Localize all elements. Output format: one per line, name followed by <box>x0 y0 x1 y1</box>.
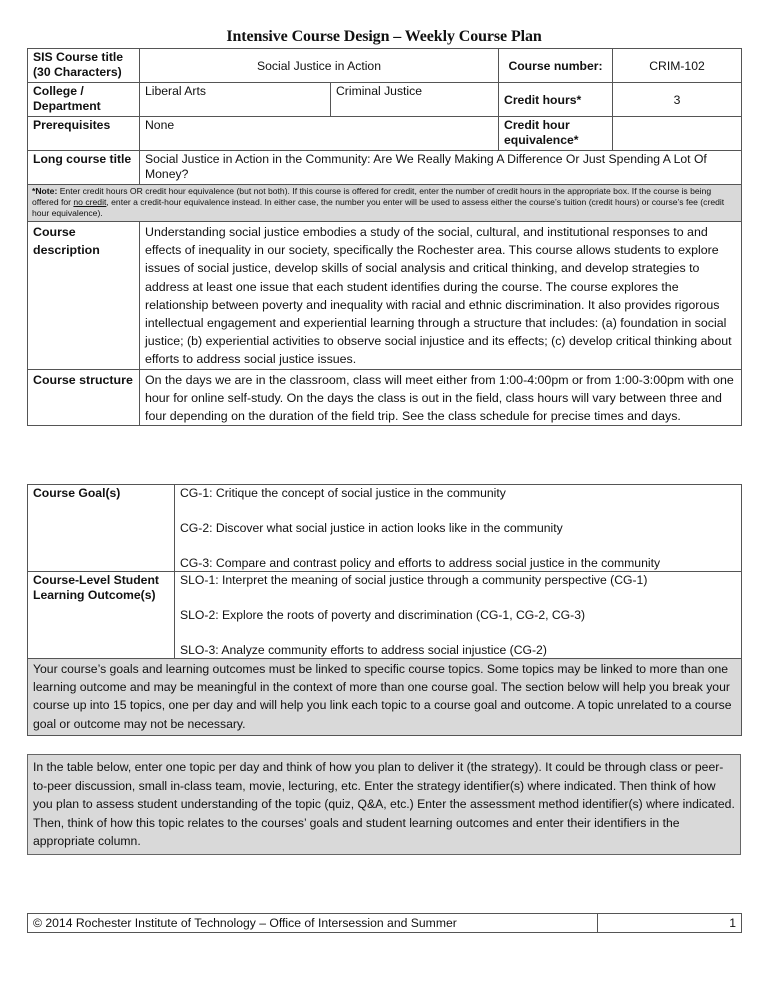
long-title-field[interactable]: Social Justice in Action in the Community: Are We Really Making A Difference Or Just Spending A Lot Of Money? <box>140 151 742 185</box>
slo-label: Course-Level Student Learning Outcome(s) <box>28 572 175 659</box>
department-field[interactable]: Criminal Justice <box>331 83 499 117</box>
description-field[interactable]: Understanding social justice embodies a study of the social, cultural, and institutional responses to and effects of inequality in our society, specifically the Rochester area. This course allows students to explore issues of social justice, develop skills of social analysis and critical thinking, and develop strategies to address at least one issue that each student identifies during the course. The course explores the relationship between poverty and inequality with racial and ethnic discrimination. It also provides rigorous intellectual engagement and experiential learning through a structure that includes: (a) foundation in social justice; (b) experiential activities to observe social injustice and its effects; (c) develop critical thinking about efforts to address social justice issues. <box>140 222 742 370</box>
slo-item: SLO-3: Analyze community efforts to address social injustice (CG-2) <box>180 643 547 657</box>
goal-item: CG-2: Discover what social justice in action looks like in the community <box>180 521 563 535</box>
credit-note <box>28 185 742 222</box>
slo-item: SLO-2: Explore the roots of poverty and discrimination (CG-1, CG-2, CG-3) <box>180 608 586 622</box>
course-goals-label: Course Goal(s) <box>28 485 175 572</box>
sis-title-field[interactable]: Social Justice in Action <box>140 49 499 83</box>
note-no-credit: no credit <box>73 197 107 207</box>
credit-hours-field[interactable]: 3 <box>613 83 742 117</box>
page-number: 1 <box>598 914 742 933</box>
course-goals-field[interactable] <box>175 485 742 572</box>
goal-item: CG-1: Critique the concept of social justice in the community <box>180 486 506 500</box>
course-number-field[interactable]: CRIM-102 <box>613 49 742 83</box>
note-label: *Note: <box>32 186 58 196</box>
link-note: Your course’s goals and learning outcomes must be linked to specific course topics. Some topics may be linked to more than one learning outcome and may be meaningful in the context of more than one course goal. The section below will help you break your course up into 15 topics, one per day and will help you link each topic to a course goal and outcome. A topic unrelated to a course goal or outcome may not be necessary. <box>28 659 742 736</box>
note-text-2: , enter a credit-hour equivalence instead. In either case, the number you enter will be used to assess either the course’s tuition (credit hours) or course’s fee (credit hour equivalence). <box>32 197 725 218</box>
credit-hours-label: Credit hours* <box>499 83 613 117</box>
course-info-table <box>27 48 742 426</box>
structure-label: Course structure <box>28 369 140 426</box>
prerequisites-field[interactable]: None <box>140 117 499 151</box>
goals-table <box>27 484 742 736</box>
goal-item: CG-3: Compare and contrast policy and efforts to address social justice in the community <box>180 556 661 570</box>
document-title: Intensive Course Design – Weekly Course Plan <box>226 28 542 45</box>
college-department-label: College / Department <box>28 83 140 117</box>
structure-field[interactable]: On the days we are in the classroom, class will meet either from 1:00-4:00pm or from 1:00-3:00pm with one hour for online self-study. On the days the class is out in the field, class hours will vary between three and four depending on the duration of the field trip. See the class schedule for precise times and days. <box>140 369 742 426</box>
credit-equivalence-label: Credit hour equivalence* <box>499 117 613 151</box>
instructions-box: In the table below, enter one topic per day and think of how you plan to deliver it (the strategy). It could be through class or peer-to-peer discussion, small in-class team, movie, lecturing, etc. Enter the strategy identifier(s) where indicated. Then think of how you plan to assess student understanding of the topic (quiz, Q&A, etc.) Enter the assessment method identifier(s) where indicated. Then, think of how this topic relates to the courses’ goals and student learning outcomes and enter their identifiers in the appropriate column. <box>27 754 741 855</box>
sis-title-label: SIS Course title (30 Characters) <box>28 49 140 83</box>
slo-field[interactable] <box>175 572 742 659</box>
long-title-label: Long course title <box>28 151 140 185</box>
credit-equivalence-field[interactable] <box>613 117 742 151</box>
page-footer <box>27 913 742 933</box>
copyright-text: © 2014 Rochester Institute of Technology – Office of Intersession and Summer <box>28 914 598 933</box>
note-text-1: Enter credit hours OR credit hour equivalence (but not both). If this course is offered for credit, enter the number of credit hours in the appropriate box. If the course is being offered for <box>32 186 712 207</box>
course-number-label: Course number: <box>499 49 613 83</box>
prerequisites-label: Prerequisites <box>28 117 140 151</box>
description-label: Course description <box>28 222 140 370</box>
slo-item: SLO-1: Interpret the meaning of social justice through a community perspective (CG-1) <box>180 573 648 587</box>
college-field[interactable]: Liberal Arts <box>140 83 331 117</box>
